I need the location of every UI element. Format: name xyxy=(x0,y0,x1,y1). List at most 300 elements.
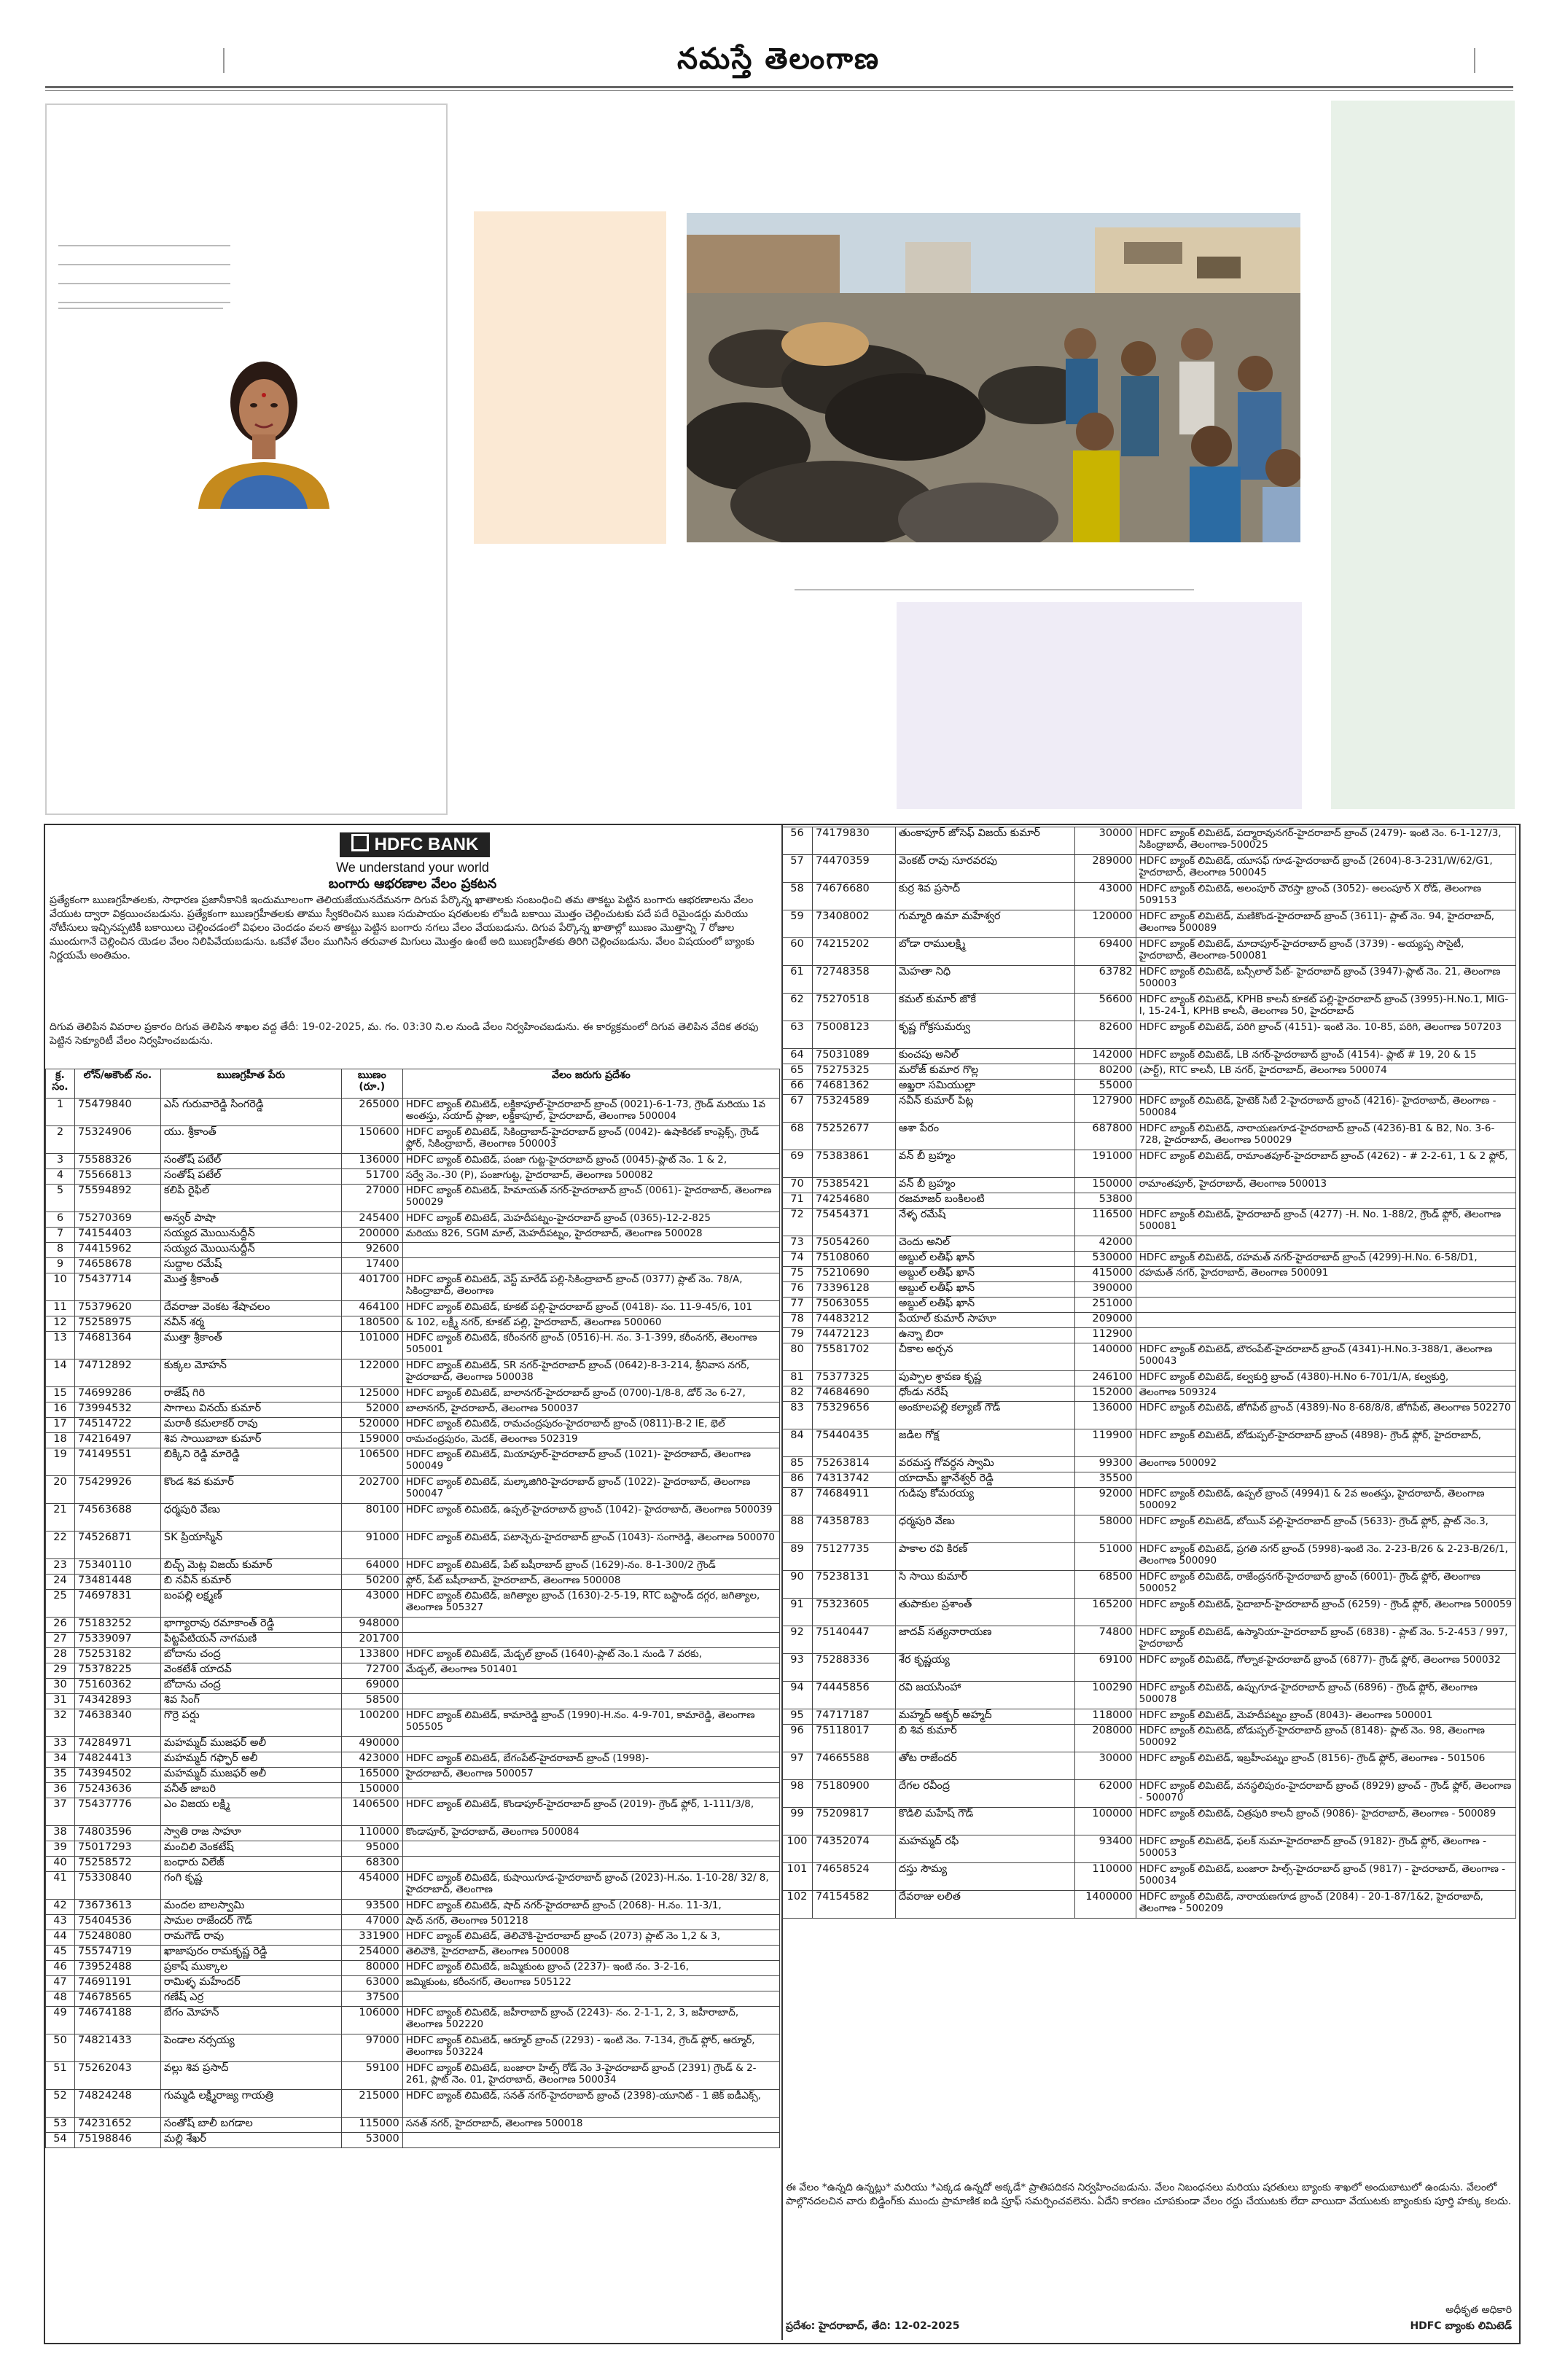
row-serial: 47 xyxy=(46,1976,75,1991)
table-row xyxy=(782,1236,1516,1252)
row-borrower-name: మరోజ్ కుమార గొల్ల xyxy=(895,1064,1074,1080)
row-serial: 100 xyxy=(782,1835,813,1863)
row-borrower-name: సి సాయి కుమార్ xyxy=(895,1571,1074,1599)
row-serial: 2 xyxy=(46,1126,75,1154)
row-loan-amount: 63782 xyxy=(1074,966,1136,994)
row-auction-venue xyxy=(402,1991,779,2007)
row-auction-venue xyxy=(402,1633,779,1648)
row-auction-venue: రహమత్ నగర్, హైదరాబాద్, తెలంగాణ 500091 xyxy=(1136,1267,1515,1282)
row-auction-venue: HDFC బ్యాంక్ లిమిటెడ్, రాజేంద్రనగర్-హైదరాబాద్ బ్రాంచ్ (6001)- గ్రౌండ్ ఫ్లోర్, తెలంగాణ 500052 xyxy=(1136,1571,1515,1599)
row-auction-venue: HDFC బ్యాంక్ లిమిటెడ్, బోయిన్ పల్లి-హైదరాబాద్ బ్రాంచ్ (5633)- గ్రౌండ్ ఫ్లోర్, ప్లాట్ నెం.3, xyxy=(1136,1515,1515,1543)
row-account-number: 74674188 xyxy=(74,2007,160,2034)
row-loan-amount: 58500 xyxy=(341,1694,402,1709)
row-serial: 54 xyxy=(46,2133,75,2148)
row-auction-venue: HDFC బ్యాంక్ లిమిటెడ్, మియాపూర్-హైదరాబాద్ బ్రాంచ్ (1021)- హైదరాబాద్, తెలంగాణ 500049 xyxy=(402,1448,779,1476)
row-borrower-name: వన్ బీ బ్రహ్మం xyxy=(895,1150,1074,1178)
row-account-number: 74215202 xyxy=(812,938,895,966)
row-auction-venue xyxy=(402,1243,779,1258)
row-borrower-name: ముత్తా శ్రీకాంత్ xyxy=(160,1332,341,1359)
table-row xyxy=(46,1433,780,1448)
lavender-block xyxy=(897,602,1302,809)
row-auction-venue: HDFC బ్యాంక్ లిమిటెడ్, పంజా గుట్ట-హైదరాబాద్ బ్రాంచ్ (0045)-ప్లాట్ నెం. 1 & 2, xyxy=(402,1154,779,1169)
row-auction-venue: HDFC బ్యాంక్ లిమిటెడ్, బన్సీలాల్ పేట్- హైదరాబాద్ బ్రాంచ్ (3947)-ప్లాట్ నెం. 21, తెలంగాణ 500003 xyxy=(1136,966,1515,994)
row-auction-venue xyxy=(1136,1472,1515,1488)
row-loan-amount: 30000 xyxy=(1074,827,1136,855)
row-auction-venue: & 102, లక్ష్మీ నగర్, కూకట్ పల్లి, హైదరాబాద్, తెలంగాణ 500060 xyxy=(402,1316,779,1332)
table-row xyxy=(782,1402,1516,1429)
row-auction-venue: రామచంద్రపురం, మెదక్, తెలంగాణ 502319 xyxy=(402,1433,779,1448)
ad-signatory: అధీకృత అధికారి xyxy=(1445,2304,1512,2316)
row-auction-venue: HDFC బ్యాంక్ లిమిటెడ్, KPHB కాలనీ కూకట్ పల్లి-హైదరాబాద్ బ్రాంచ్ (3995)-H.No.1, MIG-I, 15-24-1, KPHB కాలనీ, తెలంగాణ 50, హైదరాబాద్ xyxy=(1136,994,1515,1021)
row-account-number: 74684690 xyxy=(812,1386,895,1402)
row-auction-venue: HDFC బ్యాంక్ లిమిటెడ్, పద్మారావునగర్-హైదరాబాద్ బ్రాంచ్ (2479)- ఇంటి నెం. 6-1-127/3, సికింద్రాబాద్, తెలంగాణ-500025 xyxy=(1136,827,1515,855)
row-auction-venue: HDFC బ్యాంక్ లిమిటెడ్, మెహదీపట్నం-హైదరాబాద్ బ్రాంచ్ (0365)-12-2-825 xyxy=(402,1212,779,1228)
row-serial: 35 xyxy=(46,1768,75,1783)
row-borrower-name: ఎం విజయ లక్ష్మి xyxy=(160,1798,341,1826)
row-auction-venue xyxy=(402,1783,779,1798)
row-auction-venue: HDFC బ్యాంక్ లిమిటెడ్, జమ్మికుంట బ్రాంచ్ (2237)- ఇంటి నం. 3-2-16, xyxy=(402,1961,779,1976)
table-row xyxy=(46,1783,780,1798)
row-loan-amount: 165000 xyxy=(341,1768,402,1783)
masthead-title: నమస్తే తెలంగాణ xyxy=(676,42,881,76)
row-auction-venue: HDFC బ్యాంక్ లిమిటెడ్, బోడుప్పల్-హైదరాబాద్ బ్రాంచ్ (4898)- గ్రౌండ్ ఫ్లోర్, హైదరాబాద్, xyxy=(1136,1429,1515,1457)
row-account-number: 72748358 xyxy=(812,966,895,994)
row-loan-amount: 43000 xyxy=(341,1590,402,1618)
row-borrower-name: గొర్రె పర్షు xyxy=(160,1709,341,1737)
row-borrower-name: ఉన్నా బిరా xyxy=(895,1328,1074,1343)
table-row xyxy=(46,1532,780,1559)
row-account-number: 75008123 xyxy=(812,1021,895,1049)
row-borrower-name: దేగల రవీంద్ర xyxy=(895,1780,1074,1808)
row-borrower-name: రామిళ్ళ మహేందర్ xyxy=(160,1976,341,1991)
row-account-number: 73408002 xyxy=(812,910,895,938)
row-borrower-name: బి నవీన్ కుమార్ xyxy=(160,1575,341,1590)
row-borrower-name: సంతోష్ బాలీ బగడాల xyxy=(160,2118,341,2133)
row-account-number: 74691191 xyxy=(74,1976,160,1991)
row-serial: 49 xyxy=(46,2007,75,2034)
table-row xyxy=(46,1332,780,1359)
row-account-number: 74415962 xyxy=(74,1243,160,1258)
row-serial: 27 xyxy=(46,1633,75,1648)
table-row xyxy=(782,1282,1516,1298)
row-loan-amount: 152000 xyxy=(1074,1386,1136,1402)
row-loan-amount: 140000 xyxy=(1074,1343,1136,1371)
row-auction-venue: సనత్ నగర్, హైదరాబాద్, తెలంగాణ 500018 xyxy=(402,2118,779,2133)
table-row xyxy=(46,2007,780,2034)
row-borrower-name: ధోండు నరేష్ xyxy=(895,1386,1074,1402)
table-row xyxy=(782,1682,1516,1709)
row-account-number: 75031089 xyxy=(812,1049,895,1064)
row-auction-venue: HDFC బ్యాంక్ లిమిటెడ్, పేట్ బషీరాబాద్ బ్రాంచ్ (1629)-నం. 8-1-300/2 గ్రౌండ్ xyxy=(402,1559,779,1575)
row-loan-amount: 100290 xyxy=(1074,1682,1136,1709)
table-row xyxy=(782,1571,1516,1599)
row-serial: 92 xyxy=(782,1626,813,1654)
row-auction-venue: HDFC బ్యాంక్ లిమిటెడ్, సికింద్రాబాద్-హైదరాబాద్ బ్రాంచ్ (0042)- ఉషాకిరణ్ కాంప్లెక్స్, గ్రౌండ్ ఫ్లోర్, సికింద్రాబాద్, తెలంగాణ 500003 xyxy=(402,1126,779,1154)
row-loan-amount: 30000 xyxy=(1074,1752,1136,1780)
row-loan-amount: 93500 xyxy=(341,1900,402,1915)
table-row xyxy=(46,1976,780,1991)
ad-signatory-org: HDFC బ్యాంకు లిమిటెడ్ xyxy=(1410,2320,1512,2332)
row-account-number: 74665588 xyxy=(812,1752,895,1780)
row-serial: 31 xyxy=(46,1694,75,1709)
table-row xyxy=(46,1316,780,1332)
row-auction-venue: HDFC బ్యాంక్ లిమిటెడ్, కూకట్ పల్లి-హైదరాబాద్ బ్రాంచ్ (0418)- సం. 11-9-45/6, 101 xyxy=(402,1301,779,1316)
row-borrower-name: కుర్ర శివ ప్రసాద్ xyxy=(895,883,1074,910)
row-loan-amount: 687800 xyxy=(1074,1123,1136,1150)
row-serial: 87 xyxy=(782,1488,813,1515)
row-account-number: 75258572 xyxy=(74,1857,160,1872)
row-serial: 43 xyxy=(46,1915,75,1930)
row-auction-venue xyxy=(402,2133,779,2148)
row-serial: 69 xyxy=(782,1150,813,1178)
row-loan-amount: 110000 xyxy=(1074,1863,1136,1891)
row-loan-amount: 464100 xyxy=(341,1301,402,1316)
row-auction-venue: HDFC బ్యాంక్ లిమిటెడ్, హిమాయత్ నగర్-హైదరాబాద్ బ్రాంచ్ (0061)- హైదరాబాద్, తెలంగాణ 500029 xyxy=(402,1185,779,1212)
table-row xyxy=(46,2133,780,2148)
table-row xyxy=(782,1049,1516,1064)
row-account-number: 74514722 xyxy=(74,1418,160,1433)
row-borrower-name: చీకాల అర్చన xyxy=(895,1343,1074,1371)
row-serial: 91 xyxy=(782,1599,813,1626)
row-auction-venue xyxy=(1136,1193,1515,1209)
row-loan-amount: 92000 xyxy=(1074,1488,1136,1515)
row-auction-venue: తెలిచౌకి, హైదరాబాద్, తెలంగాణ 500008 xyxy=(402,1946,779,1961)
table-row xyxy=(782,1193,1516,1209)
row-serial: 67 xyxy=(782,1095,813,1123)
row-borrower-name: భాగ్యారావు రమాకాంత్ రెడ్డి xyxy=(160,1618,341,1633)
table-row xyxy=(46,1476,780,1504)
row-loan-amount: 99300 xyxy=(1074,1457,1136,1472)
row-serial: 11 xyxy=(46,1301,75,1316)
row-serial: 86 xyxy=(782,1472,813,1488)
row-serial: 50 xyxy=(46,2034,75,2062)
table-row xyxy=(782,1209,1516,1236)
row-account-number: 74824248 xyxy=(74,2090,160,2118)
table-row xyxy=(46,1694,780,1709)
row-borrower-name: బిచ్చ్ మెట్ల విజయ్ కుమార్ xyxy=(160,1559,341,1575)
row-loan-amount: 289000 xyxy=(1074,855,1136,883)
row-account-number: 75588326 xyxy=(74,1154,160,1169)
row-auction-venue xyxy=(1136,1328,1515,1343)
table-row xyxy=(782,827,1516,855)
row-account-number: 75017293 xyxy=(74,1841,160,1857)
row-account-number: 75324906 xyxy=(74,1126,160,1154)
row-borrower-name: గుమ్మడి లక్ష్మీరాజ్య గాయత్రి xyxy=(160,2090,341,2118)
row-account-number: 74394502 xyxy=(74,1768,160,1783)
row-borrower-name: బిక్కిని రెడ్డి మారెడ్డి xyxy=(160,1448,341,1476)
row-account-number: 75238131 xyxy=(812,1571,895,1599)
row-loan-amount: 42000 xyxy=(1074,1236,1136,1252)
row-serial: 80 xyxy=(782,1343,813,1371)
row-account-number: 73673613 xyxy=(74,1900,160,1915)
row-auction-venue: HDFC బ్యాంక్ లిమిటెడ్, బోడుప్పల్-హైదరాబాద్ బ్రాంచ్ (8148)- ప్లాట్ నెం. 98, తెలంగాణ 500092 xyxy=(1136,1725,1515,1752)
row-serial: 63 xyxy=(782,1021,813,1049)
row-auction-venue: HDFC బ్యాంక్ లిమిటెడ్, సైదాబాద్-హైదరాబాద్ బ్రాంచ్ (6259) - గ్రౌండ్ ఫ్లోర్, తెలంగాణ 500059 xyxy=(1136,1599,1515,1626)
row-borrower-name: నవీన్ శర్మ xyxy=(160,1316,341,1332)
row-account-number: 74216497 xyxy=(74,1433,160,1448)
row-account-number: 75440435 xyxy=(812,1429,895,1457)
table-row xyxy=(46,1709,780,1737)
table-row xyxy=(46,1169,780,1185)
row-serial: 6 xyxy=(46,1212,75,1228)
row-serial: 58 xyxy=(782,883,813,910)
row-borrower-name: కమల్ కుమార్ జొకే xyxy=(895,994,1074,1021)
row-serial: 93 xyxy=(782,1654,813,1682)
row-loan-amount: 80200 xyxy=(1074,1064,1136,1080)
row-serial: 30 xyxy=(46,1679,75,1694)
row-auction-venue: తెలంగాణ 509324 xyxy=(1136,1386,1515,1402)
row-account-number: 75404536 xyxy=(74,1915,160,1930)
row-account-number: 75330840 xyxy=(74,1872,160,1900)
table-row xyxy=(782,1178,1516,1193)
row-loan-amount: 101000 xyxy=(341,1332,402,1359)
row-serial: 94 xyxy=(782,1682,813,1709)
row-loan-amount: 35500 xyxy=(1074,1472,1136,1488)
row-serial: 19 xyxy=(46,1448,75,1476)
row-auction-venue: తెలంగాణ 500092 xyxy=(1136,1457,1515,1472)
row-borrower-name: పెండాల నర్సయ్య xyxy=(160,2034,341,2062)
row-serial: 46 xyxy=(46,1961,75,1976)
row-account-number: 75385421 xyxy=(812,1178,895,1193)
row-account-number: 74676680 xyxy=(812,883,895,910)
row-account-number: 74638340 xyxy=(74,1709,160,1737)
row-borrower-name: కొడిలి మహేష్ గౌడ్ xyxy=(895,1808,1074,1835)
row-borrower-name: దస్తు సౌమ్య xyxy=(895,1863,1074,1891)
row-borrower-name: రాజేష్ గిరి xyxy=(160,1387,341,1402)
row-loan-amount: 115000 xyxy=(341,2118,402,2133)
row-borrower-name: ఆశా పేరం xyxy=(895,1123,1074,1150)
table-row xyxy=(46,1633,780,1648)
row-serial: 102 xyxy=(782,1891,813,1919)
row-auction-venue: HDFC బ్యాంక్ లిమిటెడ్, జగిత్యాల బ్రాంచ్ (1630)-2-5-19, RTC బస్టాండ్ దగ్గర, జగిత్యాల, తెలంగాణ 505327 xyxy=(402,1590,779,1618)
row-account-number: 75063055 xyxy=(812,1298,895,1313)
row-account-number: 74678565 xyxy=(74,1991,160,2007)
row-account-number: 75127735 xyxy=(812,1543,895,1571)
row-borrower-name: మహమ్మద్ ముజఫర్ అలీ xyxy=(160,1737,341,1752)
row-auction-venue: HDFC బ్యాంక్ లిమిటెడ్, జహీరాబాద్ బ్రాంచ్ (2243)- నం. 2-1-1, 2, 3, జహీరాబాద్, తెలంగాణ 502220 xyxy=(402,2007,779,2034)
row-borrower-name: కొండ శివ కుమార్ xyxy=(160,1476,341,1504)
row-borrower-name: బి శివ కుమార్ xyxy=(895,1725,1074,1752)
row-account-number: 74313742 xyxy=(812,1472,895,1488)
row-auction-venue: HDFC బ్యాంక్ లిమిటెడ్, యూసఫ్ గూడ-హైదరాబాద్ బ్రాంచ్ (2604)-8-3-231/W/62/G1, హైదరాబాద్, తెలంగాణ 500045 xyxy=(1136,855,1515,883)
table-row xyxy=(46,1857,780,1872)
row-auction-venue: HDFC బ్యాంక్ లిమిటెడ్, రామాంతపూర్-హైదరాబాద్ బ్రాంచ్ (4262) - # 2-2-61, 1 & 2 ఫ్లోర్, xyxy=(1136,1150,1515,1178)
row-loan-amount: 63000 xyxy=(341,1976,402,1991)
table-row xyxy=(782,1457,1516,1472)
row-serial: 1 xyxy=(46,1099,75,1126)
row-borrower-name: నవీన్ కుమార్ పిట్ల xyxy=(895,1095,1074,1123)
row-loan-amount: 80000 xyxy=(341,1961,402,1976)
table-row xyxy=(46,2034,780,2062)
row-borrower-name: అబ్దుల్ లతీఫ్ ఖాన్ xyxy=(895,1298,1074,1313)
table-row xyxy=(46,1872,780,1900)
table-row xyxy=(46,1930,780,1946)
row-borrower-name: మరాఠీ కమలాకర్ రావు xyxy=(160,1418,341,1433)
row-account-number: 75329656 xyxy=(812,1402,895,1429)
row-auction-venue: ఫ్లోర్, పేట్ బషీరాబాద్, హైదరాబాద్, తెలంగాణ 500008 xyxy=(402,1575,779,1590)
row-loan-amount: 59100 xyxy=(341,2062,402,2090)
row-account-number: 75183252 xyxy=(74,1618,160,1633)
row-serial: 74 xyxy=(782,1252,813,1267)
row-loan-amount: 53000 xyxy=(341,2133,402,2148)
row-loan-amount: 52000 xyxy=(341,1402,402,1418)
row-borrower-name: వనీత్ జాబరి xyxy=(160,1783,341,1798)
table-row xyxy=(46,1826,780,1841)
row-borrower-name: కలిపి రైఫిల్ xyxy=(160,1185,341,1212)
row-borrower-name: శివ సింగ్ xyxy=(160,1694,341,1709)
table-row xyxy=(46,1798,780,1826)
row-serial: 34 xyxy=(46,1752,75,1768)
row-serial: 48 xyxy=(46,1991,75,2007)
row-account-number: 74658678 xyxy=(74,1258,160,1273)
row-auction-venue: HDFC బ్యాంక్ లిమిటెడ్, మణికొండ-హైదరాబాద్ బ్రాంచ్ (3611)- ప్లాట్ నెం. 94, హైదరాబాద్, తెలంగాణ 500089 xyxy=(1136,910,1515,938)
table-row xyxy=(782,1123,1516,1150)
row-account-number: 75566813 xyxy=(74,1169,160,1185)
row-auction-venue xyxy=(402,1679,779,1694)
row-serial: 71 xyxy=(782,1193,813,1209)
row-borrower-name: వల్లు శివ ప్రసాద్ xyxy=(160,2062,341,2090)
row-account-number: 74483212 xyxy=(812,1313,895,1328)
table-row xyxy=(782,1267,1516,1282)
row-auction-venue: HDFC బ్యాంక్ లిమిటెడ్, బంజారా హిల్స్-హైదరాబాద్ బ్రాంచ్ (9817) - హైదరాబాద్, తెలంగాణ - 500034 xyxy=(1136,1863,1515,1891)
row-serial: 89 xyxy=(782,1543,813,1571)
row-auction-venue: HDFC బ్యాంక్ లిమిటెడ్, ఉప్పుగూడ-హైదరాబాద్ బ్రాంచ్ (6896) - గ్రౌండ్ ఫ్లోర్, తెలంగాణ 500078 xyxy=(1136,1682,1515,1709)
row-serial: 26 xyxy=(46,1618,75,1633)
row-account-number: 74445856 xyxy=(812,1682,895,1709)
row-auction-venue xyxy=(402,1258,779,1273)
table-row xyxy=(782,1891,1516,1919)
row-borrower-name: జాదవ్ సత్యనారాయణ xyxy=(895,1626,1074,1654)
row-loan-amount: 51000 xyxy=(1074,1543,1136,1571)
row-loan-amount: 74800 xyxy=(1074,1626,1136,1654)
row-serial: 33 xyxy=(46,1737,75,1752)
row-loan-amount: 93400 xyxy=(1074,1835,1136,1863)
table-row xyxy=(782,1150,1516,1178)
row-borrower-name: సుద్దాల రమేష్ xyxy=(160,1258,341,1273)
row-auction-venue: రామాంతపూర్, హైదరాబాద్, తెలంగాణ 500013 xyxy=(1136,1178,1515,1193)
table-row xyxy=(46,1418,780,1433)
row-serial: 82 xyxy=(782,1386,813,1402)
row-borrower-name: అబ్దుల్ లతీఫ్ ఖాన్ xyxy=(895,1267,1074,1282)
hdfc-brand-text: HDFC BANK xyxy=(374,835,479,854)
row-borrower-name: సయ్యద మొయినుద్దీన్ xyxy=(160,1228,341,1243)
row-loan-amount: 112900 xyxy=(1074,1328,1136,1343)
row-auction-venue: HDFC బ్యాంక్ లిమిటెడ్, లక్డికాపూల్-హైదరాబాద్ బ్రాంచ్ (0021)-6-1-73, గ్రౌండ్ మరియు 1వ అంతస్తు, సయాద్ ప్లాజా, లక్డికాపూల్, హైదరాబాద్, తెలంగాణ 500004 xyxy=(402,1099,779,1126)
row-loan-amount: 136000 xyxy=(1074,1402,1136,1429)
table-row xyxy=(782,1780,1516,1808)
row-borrower-name: బోడా రాములక్ష్మి xyxy=(895,938,1074,966)
row-auction-venue: HDFC బ్యాంక్ లిమిటెడ్, కొండాపూర్-హైదరాబాద్ బ్రాంచ్ (2019)- గ్రౌండ్ ఫ్లోర్, 1-111/3/8, xyxy=(402,1798,779,1826)
row-borrower-name: యు. శ్రీకాంత్ xyxy=(160,1126,341,1154)
row-account-number: 74470359 xyxy=(812,855,895,883)
auction-table-left xyxy=(45,1069,780,2148)
row-auction-venue: సర్వే నెం.-30 (P), పంజాగుట్ట, హైదరాబాద్, తెలంగాణ 500082 xyxy=(402,1169,779,1185)
row-serial: 5 xyxy=(46,1185,75,1212)
row-auction-venue: HDFC బ్యాంక్ లిమిటెడ్, సనత్ నగర్-హైదరాబాద్ బ్రాంచ్ (2398)-యూనిట్ - 1 జెక్ ఐడీఎక్స్, xyxy=(402,2090,779,2118)
table-row xyxy=(46,1618,780,1633)
table-row xyxy=(46,1402,780,1418)
row-serial: 84 xyxy=(782,1429,813,1457)
row-auction-venue: HDFC బ్యాంక్ లిమిటెడ్, హైటెక్ సిటీ 2-హైదరాబాద్ బ్రాంచ్ (4216)- హైదరాబాద్, తెలంగాణ - 500084 xyxy=(1136,1095,1515,1123)
row-auction-venue: HDFC బ్యాంక్ లిమిటెడ్, గోల్నాక-హైదరాబాద్ బ్రాంచ్ (6877)- గ్రౌండ్ ఫ్లోర్, తెలంగాణ 500032 xyxy=(1136,1654,1515,1682)
row-loan-amount: 254000 xyxy=(341,1946,402,1961)
row-loan-amount: 401700 xyxy=(341,1273,402,1301)
table-row xyxy=(782,1371,1516,1386)
row-auction-venue: HDFC బ్యాంక్ లిమిటెడ్, మేడ్చల్ బ్రాంచ్ (1640)-ప్లాట్ నెం.1 నుండి 7 వరకు, xyxy=(402,1648,779,1663)
table-row xyxy=(46,1575,780,1590)
row-borrower-name: సామల రాజేందర్ గౌడ్ xyxy=(160,1915,341,1930)
row-loan-amount: 100000 xyxy=(1074,1808,1136,1835)
row-serial: 56 xyxy=(782,827,813,855)
row-borrower-name: మొత్త శ్రీకాంత్ xyxy=(160,1273,341,1301)
row-loan-amount: 53800 xyxy=(1074,1193,1136,1209)
row-loan-amount: 118000 xyxy=(1074,1709,1136,1725)
row-serial: 73 xyxy=(782,1236,813,1252)
row-auction-venue: HDFC బ్యాంక్ లిమిటెడ్, వెస్ట్ మారేడ్ పల్లి-సికింద్రాబాద్ బ్రాంచ్ (0377) ప్లాట్ నెం. 78/A, సికింద్రాబాద్, తెలంగాణ xyxy=(402,1273,779,1301)
row-loan-amount: 415000 xyxy=(1074,1267,1136,1282)
row-account-number: 75209817 xyxy=(812,1808,895,1835)
row-account-number: 75275325 xyxy=(812,1064,895,1080)
row-serial: 44 xyxy=(46,1930,75,1946)
row-serial: 98 xyxy=(782,1780,813,1808)
row-account-number: 75339097 xyxy=(74,1633,160,1648)
table-row xyxy=(782,1543,1516,1571)
row-loan-amount: 119900 xyxy=(1074,1429,1136,1457)
table-row xyxy=(46,1099,780,1126)
row-loan-amount: 201700 xyxy=(341,1633,402,1648)
row-serial: 90 xyxy=(782,1571,813,1599)
row-loan-amount: 202700 xyxy=(341,1476,402,1504)
ad-place-date: ప్రదేశం: హైదరాబాద్, తేది: 12-02-2025 xyxy=(786,2320,960,2332)
row-account-number: 73952488 xyxy=(74,1961,160,1976)
row-auction-venue xyxy=(402,1694,779,1709)
table-row xyxy=(46,1301,780,1316)
row-auction-venue xyxy=(402,1618,779,1633)
row-auction-venue: HDFC బ్యాంక్ లిమిటెడ్, కుషాయిగూడ-హైదరాబాద్ బ్రాంచ్ (2023)-H.నం. 1-10-28/ 32/ 8, హైదరాబాద్, తెలంగాణ xyxy=(402,1872,779,1900)
row-serial: 79 xyxy=(782,1328,813,1343)
row-auction-venue: (పార్ట్), RTC కాలనీ, LB నగర్, హైదరాబాద్, తెలంగాణ 500074 xyxy=(1136,1064,1515,1080)
row-borrower-name: మహమ్మద్ రఫీ xyxy=(895,1835,1074,1863)
row-account-number: 75270369 xyxy=(74,1212,160,1228)
row-borrower-name: వన్ బీ బ్రహ్మం xyxy=(895,1178,1074,1193)
row-account-number: 75581702 xyxy=(812,1343,895,1371)
row-auction-venue: జమ్మికుంట, కరీంనగర్, తెలంగాణ 505122 xyxy=(402,1976,779,1991)
row-loan-amount: 120000 xyxy=(1074,910,1136,938)
table-row xyxy=(782,1752,1516,1780)
row-account-number: 74681362 xyxy=(812,1080,895,1095)
row-borrower-name: మెహతా నిధి xyxy=(895,966,1074,994)
row-loan-amount: 92600 xyxy=(341,1243,402,1258)
row-account-number: 74563688 xyxy=(74,1504,160,1532)
table-row xyxy=(46,1212,780,1228)
row-account-number: 74358783 xyxy=(812,1515,895,1543)
row-serial: 23 xyxy=(46,1559,75,1575)
row-serial: 95 xyxy=(782,1709,813,1725)
cattle-crowd-photo xyxy=(687,213,1300,542)
table-row xyxy=(46,1991,780,2007)
row-auction-venue: HDFC బ్యాంక్ లిమిటెడ్, రామచంద్రపురం-హైదరాబాద్ బ్రాంచ్ (0811)-B-2 IE, భెల్ xyxy=(402,1418,779,1433)
row-loan-amount: 150600 xyxy=(341,1126,402,1154)
row-serial: 45 xyxy=(46,1946,75,1961)
row-loan-amount: 50200 xyxy=(341,1575,402,1590)
row-borrower-name: అన్వర్ పాషా xyxy=(160,1212,341,1228)
hdfc-logo-icon xyxy=(351,834,369,851)
row-serial: 66 xyxy=(782,1080,813,1095)
row-serial: 14 xyxy=(46,1359,75,1387)
col-header-venue: వేలం జరుగు ప్రదేశం xyxy=(402,1069,779,1099)
row-borrower-name: అఖ్తరా సమియుల్లా xyxy=(895,1080,1074,1095)
row-borrower-name: సంతోష్ పటేల్ xyxy=(160,1169,341,1185)
